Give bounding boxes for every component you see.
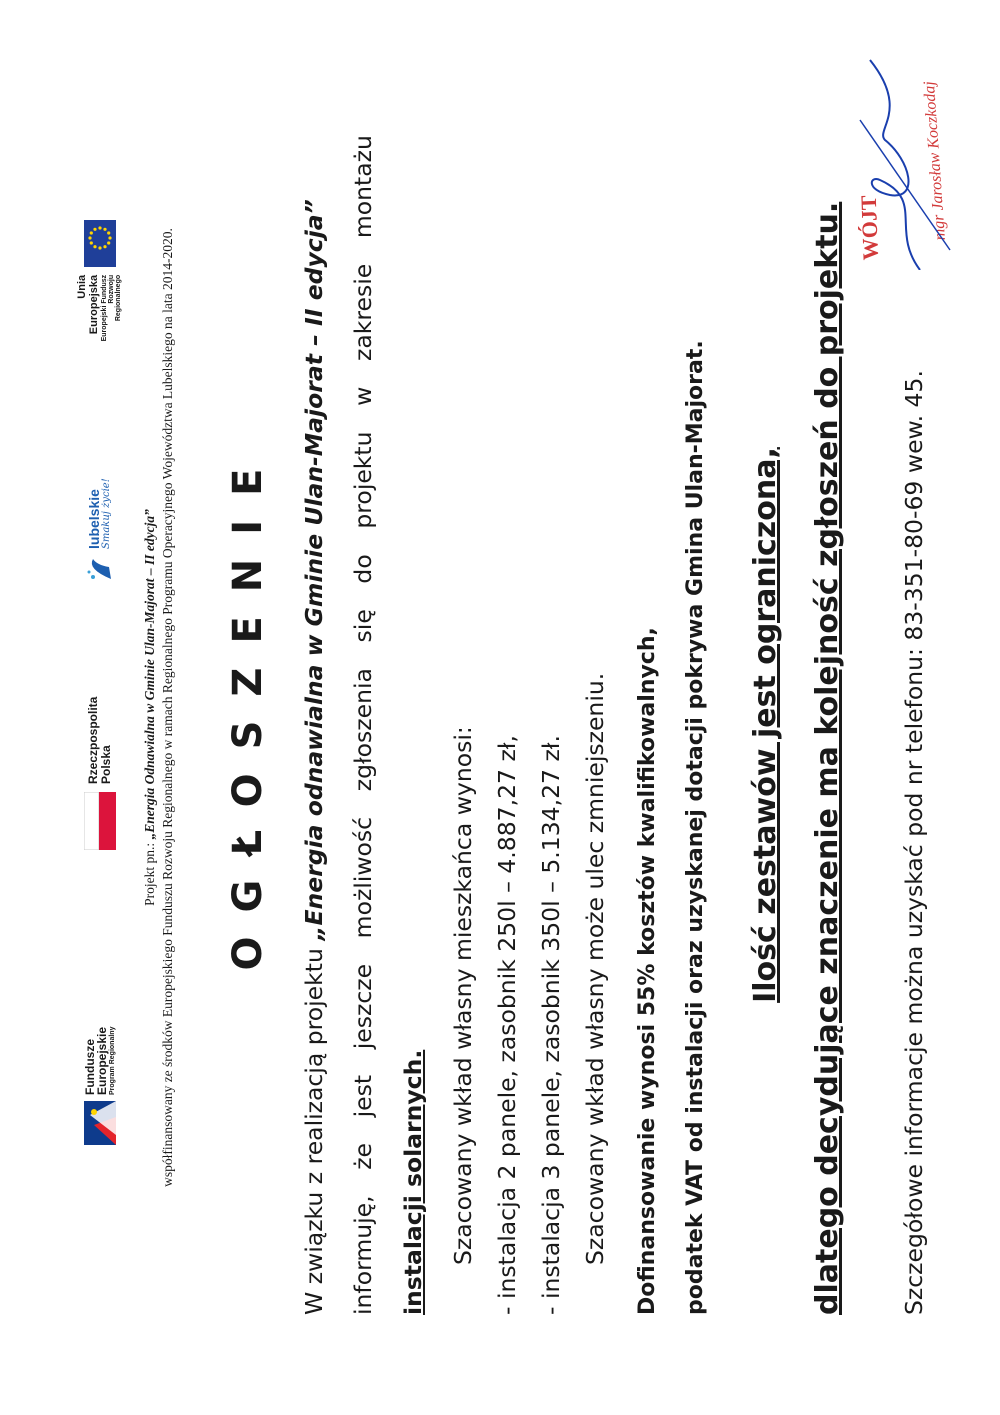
word: montażu: [349, 135, 377, 239]
polish-flag-icon: [84, 792, 116, 850]
project-name-line: [142, 0, 158, 1415]
word: jest: [349, 1074, 377, 1118]
signature-stamp: [850, 50, 960, 270]
svg-text:WÓJT: WÓJT: [855, 195, 883, 261]
cost-note: Szacowany wkład własny może ulec zmniejszeniu.: [581, 672, 609, 1265]
fe-line2: Europejskie: [95, 1026, 110, 1095]
word: informuję,: [349, 1195, 377, 1315]
fe-line3: Program Regionalny: [108, 1026, 116, 1095]
ue-line3: Rozwoju Regionalnego: [107, 274, 123, 322]
word: możliwość: [349, 816, 377, 939]
para1-line2: [349, 135, 377, 1315]
solar-installations-text: instalacji solarnych.: [399, 1049, 427, 1315]
cost-item-1: - instalacja 2 panele, zasobnik 250l – 4.887,27 zł,: [493, 735, 521, 1315]
word: się: [349, 609, 377, 643]
cost-item-2: - instalacja 3 panele, zasobnik 350l – 5.134,27 zł.: [537, 735, 565, 1315]
fe-line1: Fundusze: [82, 1039, 97, 1095]
word: że: [349, 1142, 377, 1170]
ue-line1: Unia Europejska: [76, 274, 100, 335]
lub-line2: Smakuj życie!: [101, 478, 113, 549]
cost-intro: Szacowany wkład własny mieszkańca wynosi:: [449, 726, 477, 1265]
limit-line-2: dlatego decydujące znaczenie ma kolejność zgłoszeń do projektu.: [810, 201, 845, 1315]
limit-line-1: Ilość zestawów jest ograniczona,: [748, 447, 783, 1003]
para1-line1: [300, 199, 328, 1315]
ue-line2: Europejski Fundusz: [100, 274, 108, 342]
svg-text:mgr Jarosław Koczkodaj: mgr Jarosław Koczkodaj: [920, 80, 949, 241]
funding-line-1: Dofinansowanie wynosi 55% kosztów kwalifikowalnych,: [635, 627, 660, 1315]
page-title: OGŁOSZENIE: [225, 444, 271, 971]
cofinancing-line: współfinansowany ze środków Europejskiego Funduszu Rozwoju Regionalnego w ramach Regionalnego Programu Operacyjnego Województwa Lubelskiego na lata 2014-2020.: [160, 228, 175, 1187]
funding-line-2: podatek VAT od instalacji oraz uzyskanej dotacji pokrywa Gmina Ulan-Majorat.: [683, 340, 708, 1315]
word: zakresie: [349, 263, 377, 361]
rzeczpospolita-logo: [70, 697, 130, 850]
eu-flag-icon: [84, 220, 116, 267]
contact-info: Szczegółowe informacje można uzyskać pod nr telefonu: 83-351-80-69 wew. 45.: [900, 370, 928, 1315]
lubelskie-logo: [70, 478, 130, 585]
logos-bar: [70, 225, 130, 1145]
word: projektu: [349, 431, 377, 529]
project-prefix: Projekt pn.:: [142, 839, 157, 906]
project-name: „Energia Odnawialna w Gminie Ulan-Majorat – II edycja”: [142, 509, 157, 840]
fundusze-europejskie-logo: [70, 1027, 130, 1145]
lubelskie-mark-icon: [83, 553, 117, 585]
rp-line2: Polska: [99, 745, 113, 784]
para1-intro: W związku z realizacją projektu: [300, 940, 328, 1315]
word: do: [349, 554, 377, 584]
rp-line1: Rzeczpospolita: [86, 696, 101, 784]
project-title-inline: „Energia odnawialna w Gminie Ulan-Majorat – II edycja”: [300, 199, 328, 941]
word: w: [349, 386, 377, 406]
word: jeszcze: [349, 963, 377, 1050]
unia-europejska-logo: [70, 220, 130, 345]
word: zgłoszenia: [349, 668, 377, 792]
lub-line1: lubelskie: [86, 489, 103, 549]
fe-flag-icon: [84, 1101, 116, 1145]
